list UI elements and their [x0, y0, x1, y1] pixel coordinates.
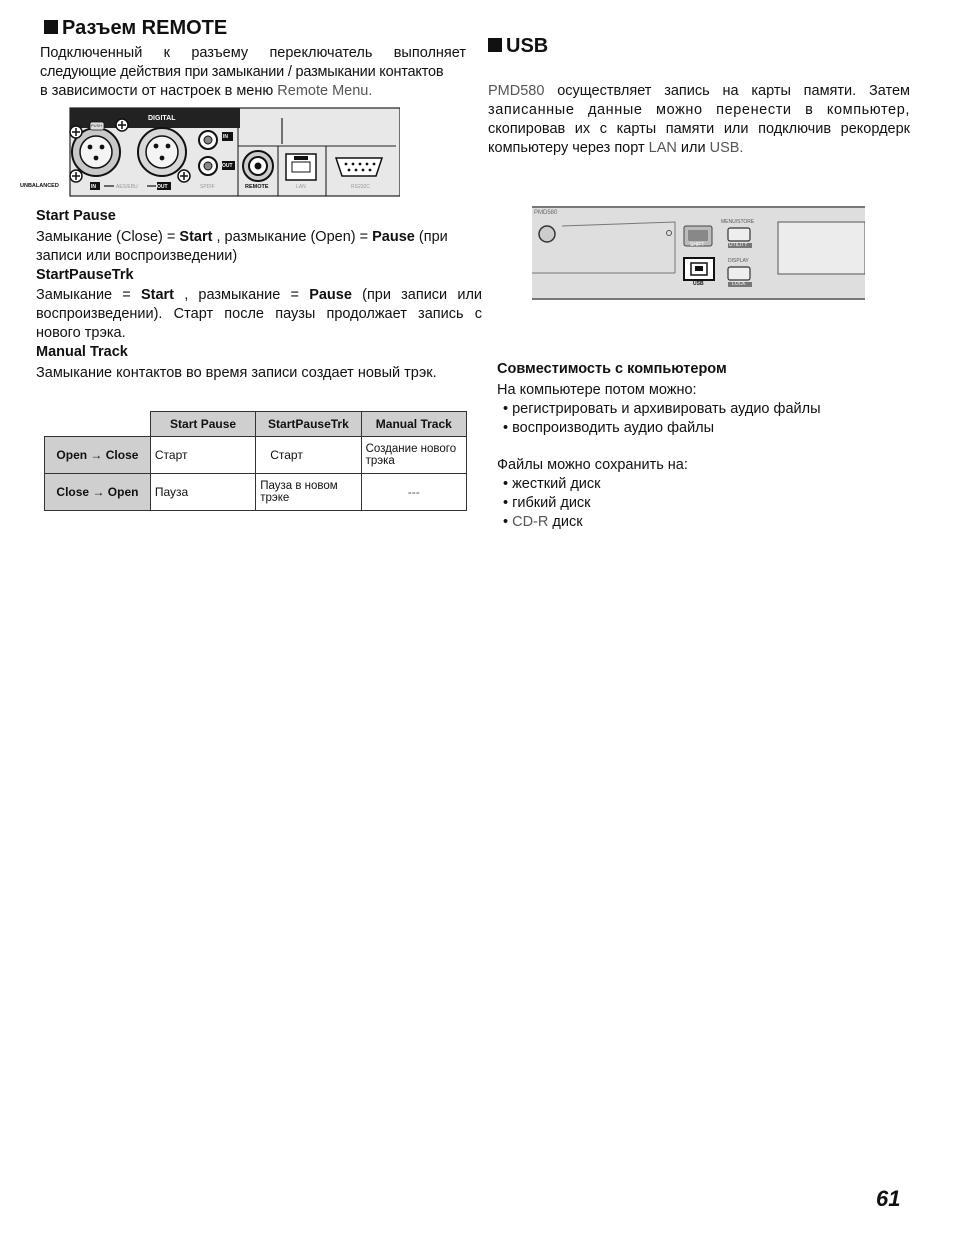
compat-list [497, 400, 917, 438]
table-cell: --- [361, 474, 466, 511]
table-row [45, 437, 467, 474]
square-bullet-icon [44, 20, 58, 34]
remote-intro: Подключенный к разъему переключатель выполняет следующие действия при замыкании / размыкании контактов в зависимости от настроек в меню Remote Menu. [40, 45, 466, 99]
remote-heading: Разъем REMOTE [44, 17, 227, 39]
section-manual-track: Manual Track Замыкание контактов во время записи создает новый трэк. [36, 344, 437, 381]
table-row-label: Close → Open [45, 474, 151, 511]
table-cell: Пауза [150, 474, 255, 511]
table-row-label: Open → Close [45, 437, 151, 474]
table-cell: Пауза в новом трэке [256, 474, 361, 511]
page-number: 61 [876, 1186, 901, 1211]
table-header: Manual Track [361, 412, 466, 437]
list-item: • воспроизводить аудио файлы [497, 419, 917, 438]
square-bullet-icon [488, 38, 502, 52]
remote-mode-table [44, 411, 467, 511]
section-start-pause: Start Pause Замыкание (Close) = Start , размыкание (Open) = Pause (при записи или воспроизведении) [36, 208, 448, 264]
list-item: • гибкий диск [497, 494, 917, 513]
table-row [45, 474, 467, 511]
usb-heading: USB [488, 35, 548, 57]
section-startpausetrk: StartPauseTrk Замыкание = Start , размыкание = Pause (при записи или воспроизведении). Старт после паузы продолжает запись с нового трэка. [36, 267, 483, 341]
table-header: StartPauseTrk [256, 412, 361, 437]
table-cell: Создание нового трэка [361, 437, 466, 474]
front-panel-illustration: PMD580 SHIFT MENU/STORE UTILITY DISPLAY LOCK USB [532, 206, 865, 300]
list-item: • регистрировать и архивировать аудио файлы [497, 400, 917, 419]
usb-intro: PMD580 осуществляет запись на карты памяти. Затем записанные данные можно перенести в компьютер, скопировав их с карты памяти или подключив рекордерк компьютеру через порт LAN или USB. [488, 83, 910, 156]
list-item: • жесткий диск [497, 475, 917, 494]
rear-panel-illustration: DIGITAL PUSH IN OUT UNBALANCED IN AES/EBU OUT SPDIF REMOTE LAN RS232C [20, 106, 400, 198]
compat-section: Совместимость с компьютером На компьютере потом можно: • регистрировать и архивировать аудио файлы • воспроизводить аудио файлы Файлы можно сохранить на: • жесткий диск • гибкий диск • CD-R диск [497, 360, 917, 532]
table-cell: Старт [256, 437, 361, 474]
table-header: Start Pause [150, 412, 255, 437]
table-cell: Старт [150, 437, 255, 474]
list-item: • CD-R диск [497, 513, 917, 532]
save-list [497, 475, 917, 532]
